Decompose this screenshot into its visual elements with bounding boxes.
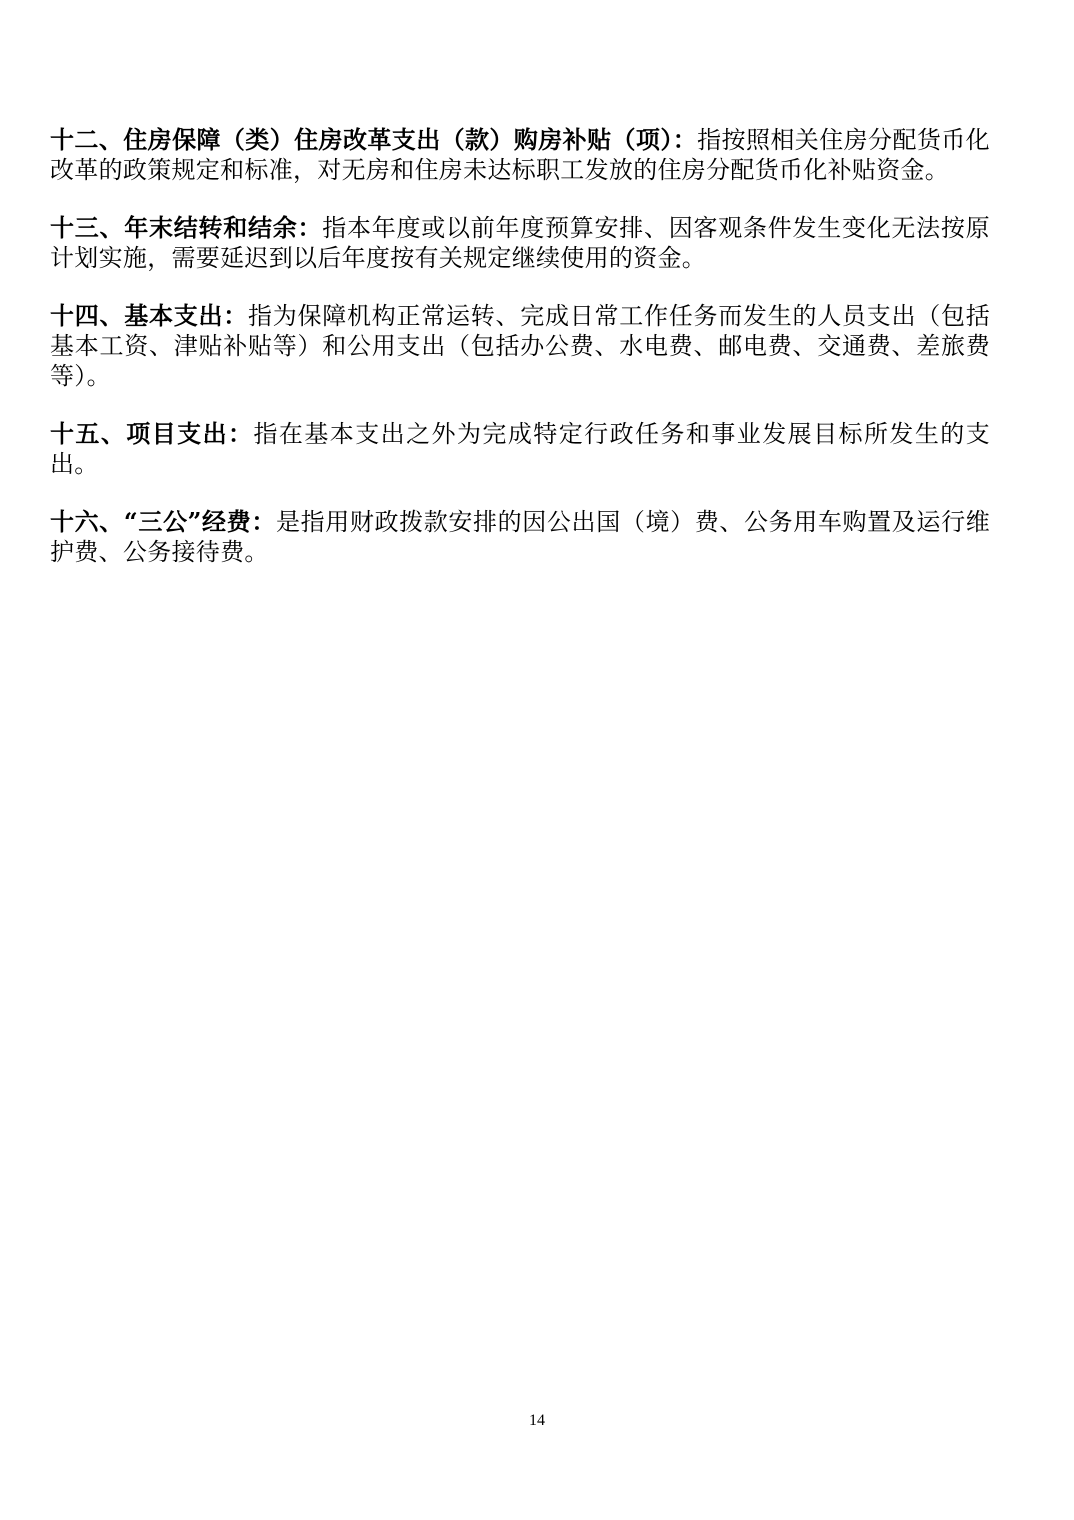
term-definition: 指为保障机构正常运转、完成日常工作任务而发生的人员支出（包括基本工资、津贴补贴等）和公用支出（包括办公费、水电费、邮电费、交通费、差旅费等）。 [50,302,991,390]
term-heading: 十五、项目支出： [50,419,254,448]
term-heading: 十四、基本支出： [50,301,248,330]
paragraph-15 [50,419,990,479]
term-heading: 十二、住房保障（类）住房改革支出（款）购房补贴（项）： [50,125,698,154]
page-number: 14 [529,1412,545,1429]
term-heading: 十三、年末结转和结余： [50,213,323,242]
term-definition: 指在基本支出之外为完成特定行政任务和事业发展目标所发生的支出。 [50,420,991,478]
document-body [50,125,990,595]
term-definition: 是指用财政拨款安排的因公出国（境）费、公务用车购置及运行维护费、公务接待费。 [50,508,990,566]
paragraph-12 [50,125,990,185]
paragraph-16 [50,507,990,567]
paragraph-13 [50,213,990,273]
term-definition: 指本年度或以前年度预算安排、因客观条件发生变化无法按原计划实施，需要延迟到以后年度按有关规定继续使用的资金。 [50,214,990,272]
paragraph-14 [50,301,990,391]
term-heading: 十六、“三公”经费： [50,507,276,536]
term-definition: 指按照相关住房分配货币化改革的政策规定和标准，对无房和住房未达标职工发放的住房分配货币化补贴资金。 [50,126,990,184]
